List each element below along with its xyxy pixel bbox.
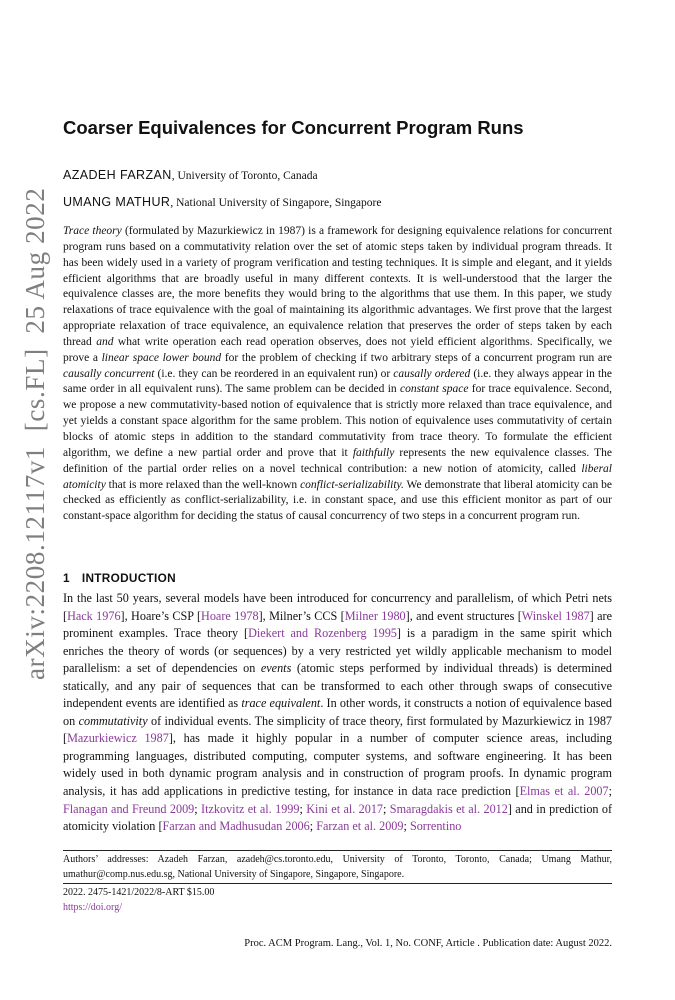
- paper-title: Coarser Equivalences for Concurrent Program Runs: [63, 117, 524, 138]
- copyright-line: 2022. 2475-1421/2022/8-ART $15.00: [63, 887, 215, 898]
- abstract-text: We demonstrate that liberal atomicity can be checked as efficiently as conflict-serializability, i.e. in constant space, and use this efficient monitor as part of our constant-space algorithm for deciding the status of causal concurrency of two steps in a concurrent program run.: [63, 478, 612, 523]
- abstract-text: (i.e. they can be reordered in an equivalent run) or: [154, 367, 394, 380]
- citation-link[interactable]: Hoare 1978: [201, 608, 259, 623]
- body-text: ], Milner’s CCS [: [258, 608, 345, 623]
- author-name: AZADEH FARZAN: [63, 168, 172, 182]
- abstract-emphasis: liberal atomicity: [63, 462, 612, 491]
- body-text: ;: [383, 801, 390, 816]
- citation-link[interactable]: Farzan and Madhusudan 2006: [162, 819, 310, 834]
- body-text: ;: [608, 784, 612, 799]
- author-block: UMANG MATHUR, National University of Singapore, Singapore: [63, 195, 382, 209]
- abstract-emphasis: and: [96, 335, 114, 348]
- citation-link[interactable]: Milner 1980: [344, 608, 406, 623]
- citation-link[interactable]: Diekert and Rozenberg 1995: [248, 626, 397, 641]
- body-text: ], and event structures [: [405, 608, 522, 623]
- publication-divider: [63, 883, 612, 884]
- abstract-emphasis: constant space: [400, 383, 469, 396]
- abstract-text: (formulated by Mazurkiewicz in 1987) is a framework for designing equivalence relations for concurrent program runs based on a commutativity relation over the set of atomic steps taken by individual program threads. It has been widely used in a variety of program verification and testing techniques. It is simple and elegant, and it yields efficient algorithms that are broadly useful in many different contexts. It is well-understood that the larger the equivalence classes are, the more benefits they would bring to the algorithms that use them. In this paper, we study relaxations of trace equivalence with the goal of maintaining its algorithmic advantages. We first prove that the largest appropriate relaxation of trace equivalence, an equivalence relation that preserves the order of steps taken by each thread: [63, 225, 613, 348]
- body-text: ;: [309, 819, 317, 834]
- abstract-text: what write operation each read operation observes, does not yield efficient algorithms. Specifically, we prove a: [63, 335, 612, 364]
- abstract-emphasis: causally ordered: [393, 367, 471, 380]
- body-text: ;: [403, 819, 410, 834]
- body-text: In the last 50 years, several models have been introduced for concurrency and parallelism, of which Petri nets [: [63, 591, 612, 623]
- citation-link[interactable]: Flanagan and Freund 2009: [63, 801, 195, 816]
- author-name: UMANG MATHUR: [63, 195, 171, 209]
- body-text: (atomic steps performed by individual threads) is determined statically, and any pair of sequences that can be transformed to each other through swaps of consecutive independent events are identified as: [63, 661, 612, 711]
- abstract-text: (i.e. they always appear in the same order in all equivalent runs). The same problem can be decided in: [63, 367, 612, 396]
- abstract: [63, 224, 612, 525]
- section-number: 1: [63, 571, 70, 585]
- body-text: ] and in prediction of atomicity violation [: [63, 801, 612, 834]
- body-emphasis: trace equivalent: [241, 696, 321, 711]
- section-title: INTRODUCTION: [81, 571, 176, 585]
- section-heading: [63, 570, 612, 586]
- body-text: . In other words, it constructs a notion of equivalence based on: [63, 696, 612, 728]
- authors-addresses-footnote: Authors’ addresses: Azadeh Farzan, azadeh@cs.toronto.edu, University of Toronto, Toronto, Canada; Umang Mathur, umathur@comp.nus.edu.sg, National University of Singapore, Singapore, Singapore.: [63, 854, 612, 880]
- body-text: ], Hoare’s CSP [: [120, 608, 202, 623]
- doi-link[interactable]: https://doi.org/: [63, 901, 122, 913]
- citation-link[interactable]: Elmas et al. 2007: [519, 784, 609, 799]
- publication-info: [63, 886, 612, 915]
- running-footer: Proc. ACM Program. Lang., Vol. 1, No. CONF, Article . Publication date: August 2022.: [244, 938, 612, 949]
- body-text: ], has made it highly popular in a number of computer science areas, including programming languages, distributed computing, computer systems, and software engineering. It has been widely used in both dynamic program analysis and in construction of program proofs. In dynamic program analysis, it has add applications in predictive testing, for instance in data race prediction [: [63, 731, 612, 799]
- citation-link[interactable]: Hack 1976: [67, 608, 121, 623]
- citation-link[interactable]: Kini et al. 2017: [306, 801, 384, 816]
- citation-link[interactable]: Winskel 1987: [521, 608, 590, 623]
- citation-link[interactable]: Farzan et al. 2009: [316, 819, 404, 834]
- author-block: AZADEH FARZAN, University of Toronto, Canada: [63, 168, 318, 182]
- abstract-text: that is more relaxed than the well-known: [105, 478, 301, 491]
- author-affiliation: University of Toronto, Canada: [177, 170, 318, 182]
- body-emphasis: events: [260, 661, 292, 676]
- arxiv-identifier-stamp: arXiv:2208.12117v1 [cs.FL] 25 Aug 2022: [20, 187, 50, 680]
- body-text: ;: [194, 801, 202, 816]
- citation-link[interactable]: Itzkovitz et al. 1999: [201, 801, 300, 816]
- abstract-emphasis: Trace theory: [63, 225, 122, 237]
- body-text: ] is a paradigm in the same spirit which enriches the theory of words (or sequences) by a very restricted yet wildly applicable mechanism to model parallelism: a set of dependencies on: [63, 626, 612, 676]
- footnote-divider: [63, 850, 612, 851]
- body-text: ;: [299, 801, 307, 816]
- abstract-emphasis: faithfully: [352, 446, 395, 459]
- abstract-text: represents the new equivalence classes. The definition of the partial order relies on a novel technical contribution: a new notion of atomicity, called: [63, 446, 612, 475]
- body-text: ] are prominent examples. Trace theory [: [63, 608, 612, 641]
- citation-link[interactable]: Mazurkiewicz 1987: [67, 731, 169, 746]
- abstract-emphasis: linear space lower bound: [101, 351, 222, 364]
- abstract-text: for the problem of checking if two arbitrary steps of a concurrent program run are: [221, 351, 612, 364]
- citation-link[interactable]: Smaragdakis et al. 2012: [389, 801, 508, 816]
- abstract-text: for trace equivalence. Second, we propose a new commutativity-based notion of equivalence that is strictly more relaxed than trace equivalence, and yet yields a constant space algorithm for the same problem. This notion of equivalence uses commutativity of certain blocks of atomic steps in addition to the standard commutativity from trace theory. To formulate the efficient algorithm, we define a new partial order and prove that it: [63, 383, 613, 459]
- citation-link[interactable]: Sorrentino: [409, 819, 462, 834]
- body-emphasis: commutativity: [78, 713, 148, 728]
- abstract-emphasis: causally concurrent: [63, 367, 155, 380]
- body-text: of individual events. The simplicity of trace theory, first formulated by Mazurkiewicz in 1987 [: [63, 713, 612, 746]
- author-affiliation: National University of Singapore, Singapore: [176, 197, 382, 209]
- introduction-body: [63, 590, 612, 848]
- abstract-emphasis: conflict-serializability.: [300, 478, 404, 491]
